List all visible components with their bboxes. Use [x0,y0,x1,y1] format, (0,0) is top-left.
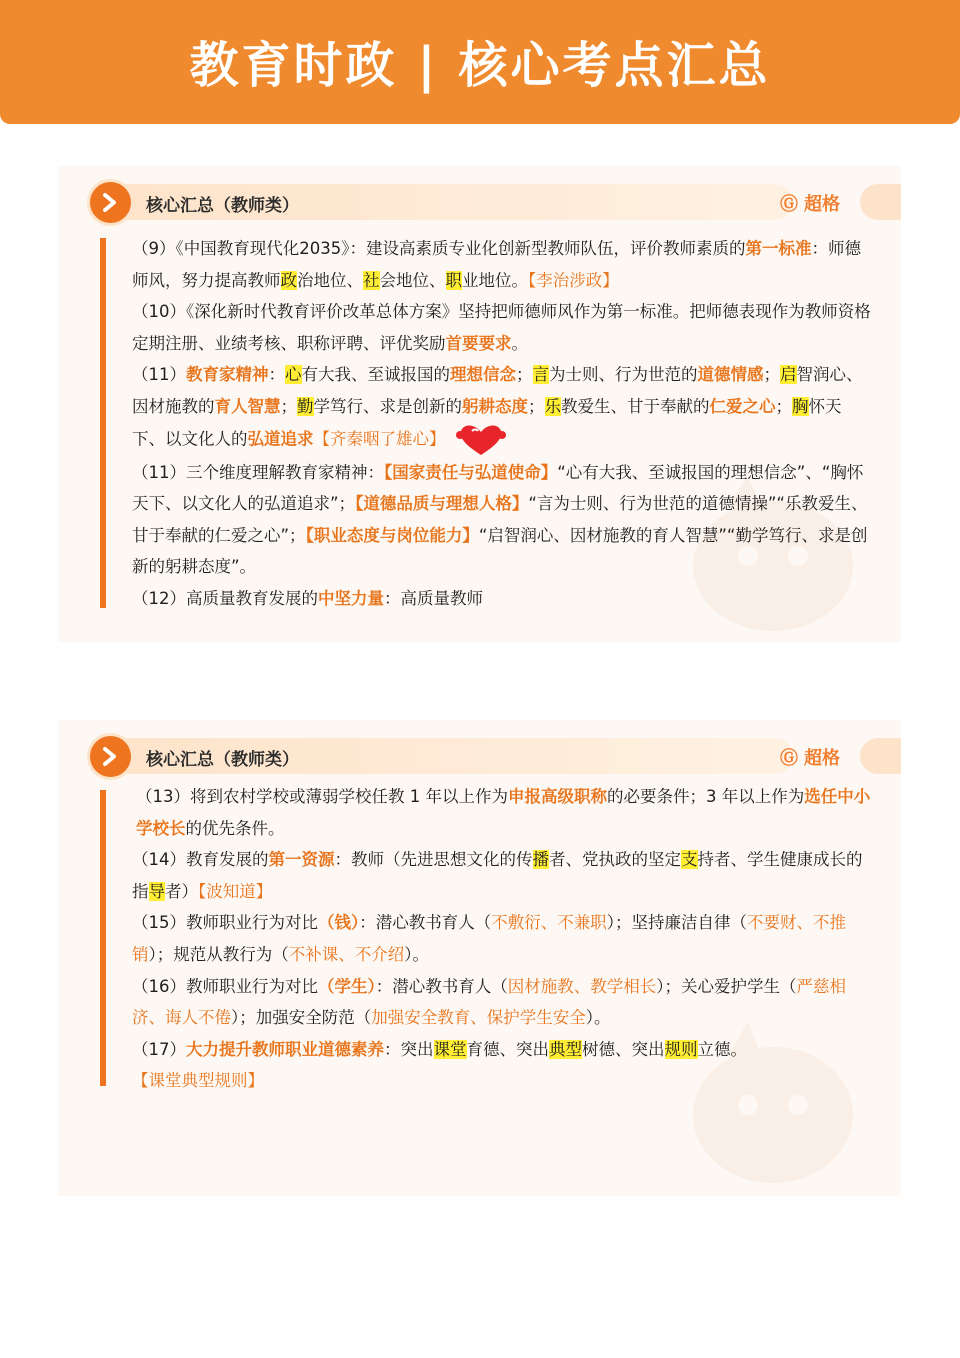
card-header [58,738,901,776]
card-header [58,184,901,222]
header-end-cap [860,184,901,220]
item-12: （12）高质量教育发展的中坚力量：高质量教师 [132,588,483,608]
header-arrow-badge [90,182,131,223]
banner-title: 教育时政 | 核心考点汇总 [189,37,771,94]
left-accent-bar [100,790,106,1086]
brand-name: 超格 [804,194,840,215]
left-accent-bar [100,238,106,608]
heart-icon [454,423,508,457]
brand-logo [780,190,840,216]
chevron-right-icon [100,192,121,213]
brand-g-icon: Ⓖ [780,194,798,215]
top-banner [0,0,960,124]
brand-g-icon: Ⓖ [780,748,798,769]
item-11b: （11）三个维度理解教育家精神：【国家责任与弘道使命】“心有大我、至诚报国的理想信念”、“胸怀天下、以文化人的弘道追求”；【道德品质与理想人格】“言为士则、行为世范的道德情操”“乐教爱生、甘于奉献的仁爱之心”；【职业态度与岗位能力】“启智润心、因材施教的育人智慧”“勤学笃行、求是创新的躬耕态度”。 [132,462,868,577]
item-15: （15）教师职业行为对比（钱）：潜心教书育人（不敷衍、不兼职）；坚持廉洁自律（不要财、不推销）；规范从教行为（不补课、不介绍）。 [132,913,846,964]
item-13: （13）将到农村学校或薄弱学校任教 1 年以上作为申报高级职称的必要条件；3 年以上作为选任中小学校长的优先条件。 [136,787,871,838]
summary-card-2 [58,720,901,1196]
card-body [122,781,872,1097]
header-arrow-badge [90,736,131,777]
item-17: （17）大力提升教师职业道德素养：突出课堂育德、突出典型树德、突出规则立德。 【课堂典型规则】 [132,1039,747,1091]
item-10: （10）《深化新时代教育评价改革总体方案》坚持把师德师风作为第一标准。把师德表现作为教师资格定期注册、业绩考核、职称评聘、评优奖励首要要求。 [132,302,871,353]
brand-name: 超格 [804,748,840,769]
item-16: （16）教师职业行为对比（学生）：潜心教书育人（因材施教、教学相长）；关心爱护学生（严慈相济、诲人不倦）；加强安全防范（加强安全教育、保护学生安全）。 [132,976,846,1028]
item-14: （14）教育发展的第一资源：教师（先进思想文化的传播者、党执政的坚定支持者、学生健康成长的指导者）【波知道】 [132,850,863,901]
item-9: （9）《中国教育现代化2035》：建设高素质专业化创新型教师队伍，评价教师素质的第一标准：师德师风，努力提高教师政治地位、社会地位、职业地位。【李治涉政】 [132,239,861,290]
brand-logo [780,744,840,770]
header-end-cap [860,738,901,774]
card-body [122,233,872,615]
card-header-title: 核心汇总（教师类） [146,750,299,770]
summary-card-1 [58,166,901,642]
card-header-title: 核心汇总（教师类） [146,196,299,216]
item-11a: （11）教育家精神：心有大我、至诚报国的理想信念；言为士则、行为世范的道德情感；启智润心、因材施教的育人智慧；勤学笃行、求是创新的躬耕态度；乐教爱生、甘于奉献的仁爱之心；胸怀天下、以文化人的弘道追求【齐秦咽了雄心】 [122,359,872,456]
chevron-right-icon [100,746,121,767]
